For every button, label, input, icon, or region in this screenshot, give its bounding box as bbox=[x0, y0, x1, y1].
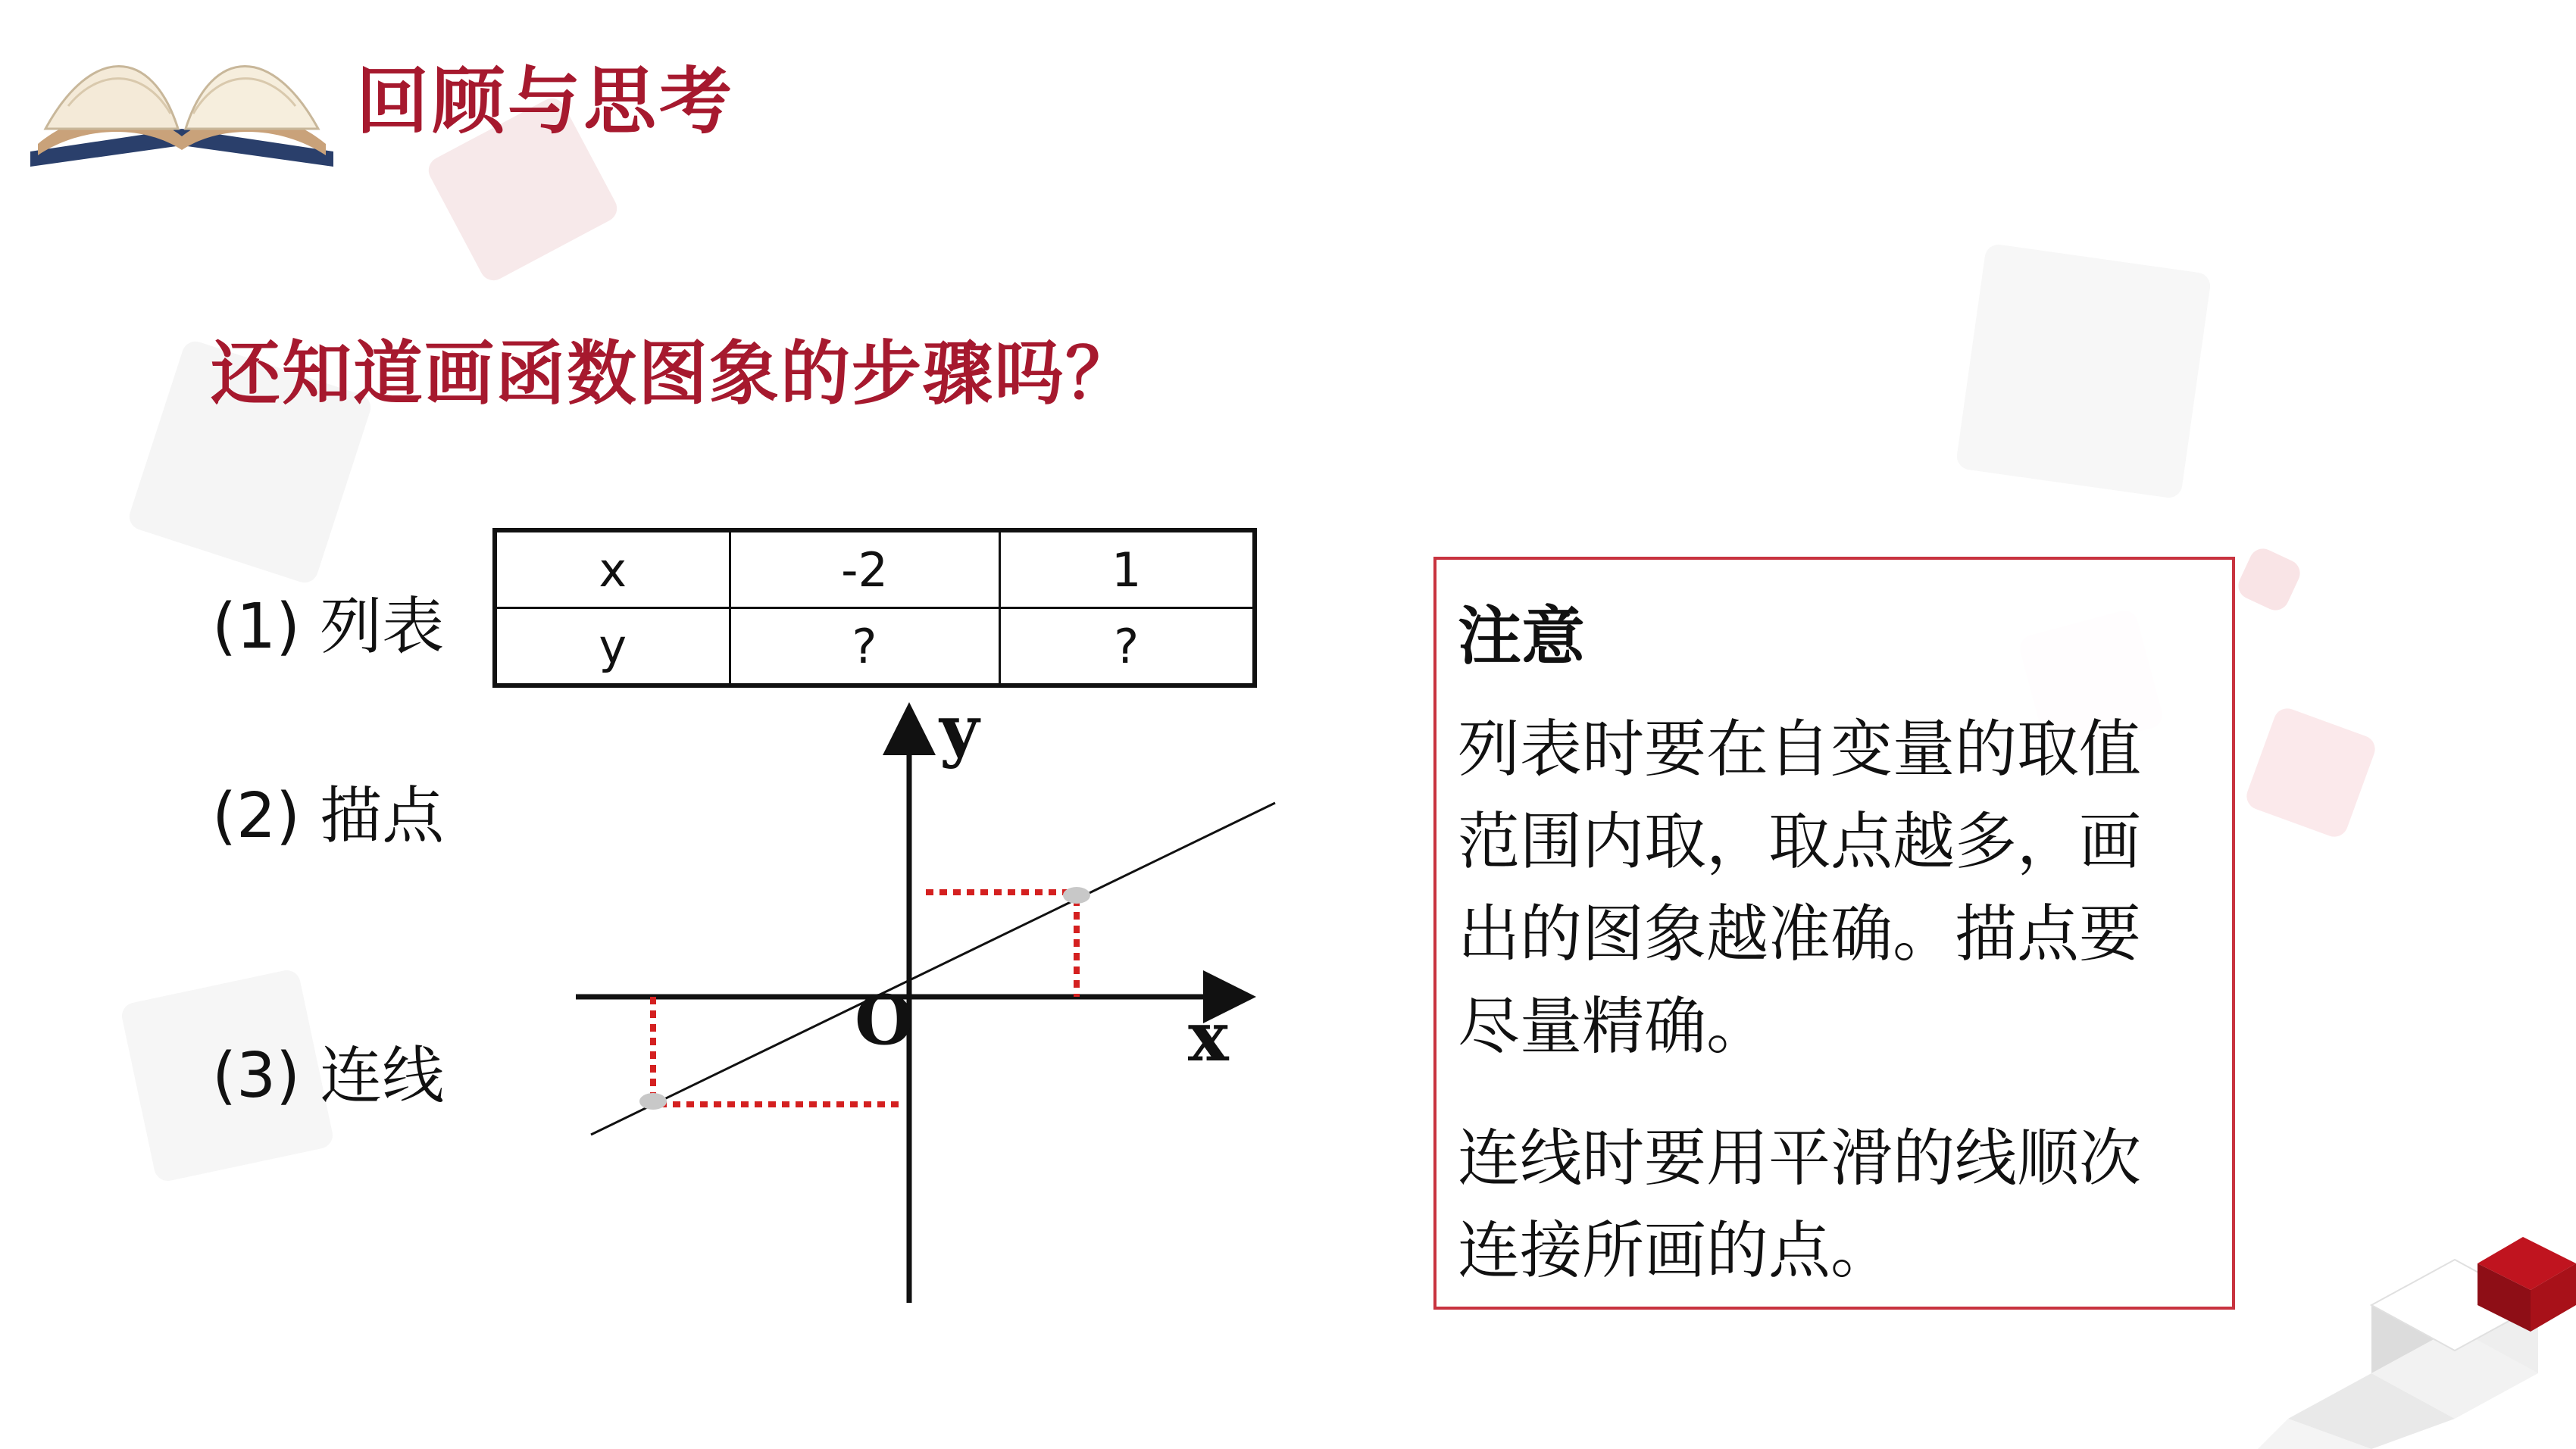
origin-label: O bbox=[855, 980, 914, 1060]
page-title: 回顾与思考 bbox=[356, 59, 735, 144]
y-axis-label: y bbox=[939, 690, 980, 770]
note-box bbox=[1433, 557, 2235, 1310]
note-paragraph-1: 列表时要在自变量的取值范围内取，取点越多，画出的图象越准确。描点要尽量精确。 bbox=[1458, 714, 2142, 1063]
step-list-table: (1) 列表 bbox=[212, 591, 445, 663]
note-title: 注意 bbox=[1458, 599, 1586, 673]
table-cell: -2 bbox=[730, 530, 999, 608]
question-heading: 还知道画函数图象的步骤吗？ bbox=[211, 333, 1137, 414]
table-cell: y bbox=[495, 608, 730, 686]
note-paragraph-2: 连线时要用平滑的线顺次连接所画的点。 bbox=[1458, 1123, 2142, 1287]
table-cell: x bbox=[495, 530, 730, 608]
function-line bbox=[591, 803, 1275, 1135]
step-plot-points: (2) 描点 bbox=[212, 780, 445, 852]
plotted-point bbox=[1063, 887, 1090, 904]
decorative-cubes bbox=[2258, 1222, 2576, 1449]
plotted-point bbox=[639, 1093, 667, 1110]
x-axis-label: x bbox=[1188, 997, 1229, 1077]
table-cell: ? bbox=[730, 608, 999, 686]
table-cell: 1 bbox=[999, 530, 1255, 608]
step-connect-line: (3) 连线 bbox=[212, 1040, 445, 1112]
table-cell: ? bbox=[999, 608, 1255, 686]
